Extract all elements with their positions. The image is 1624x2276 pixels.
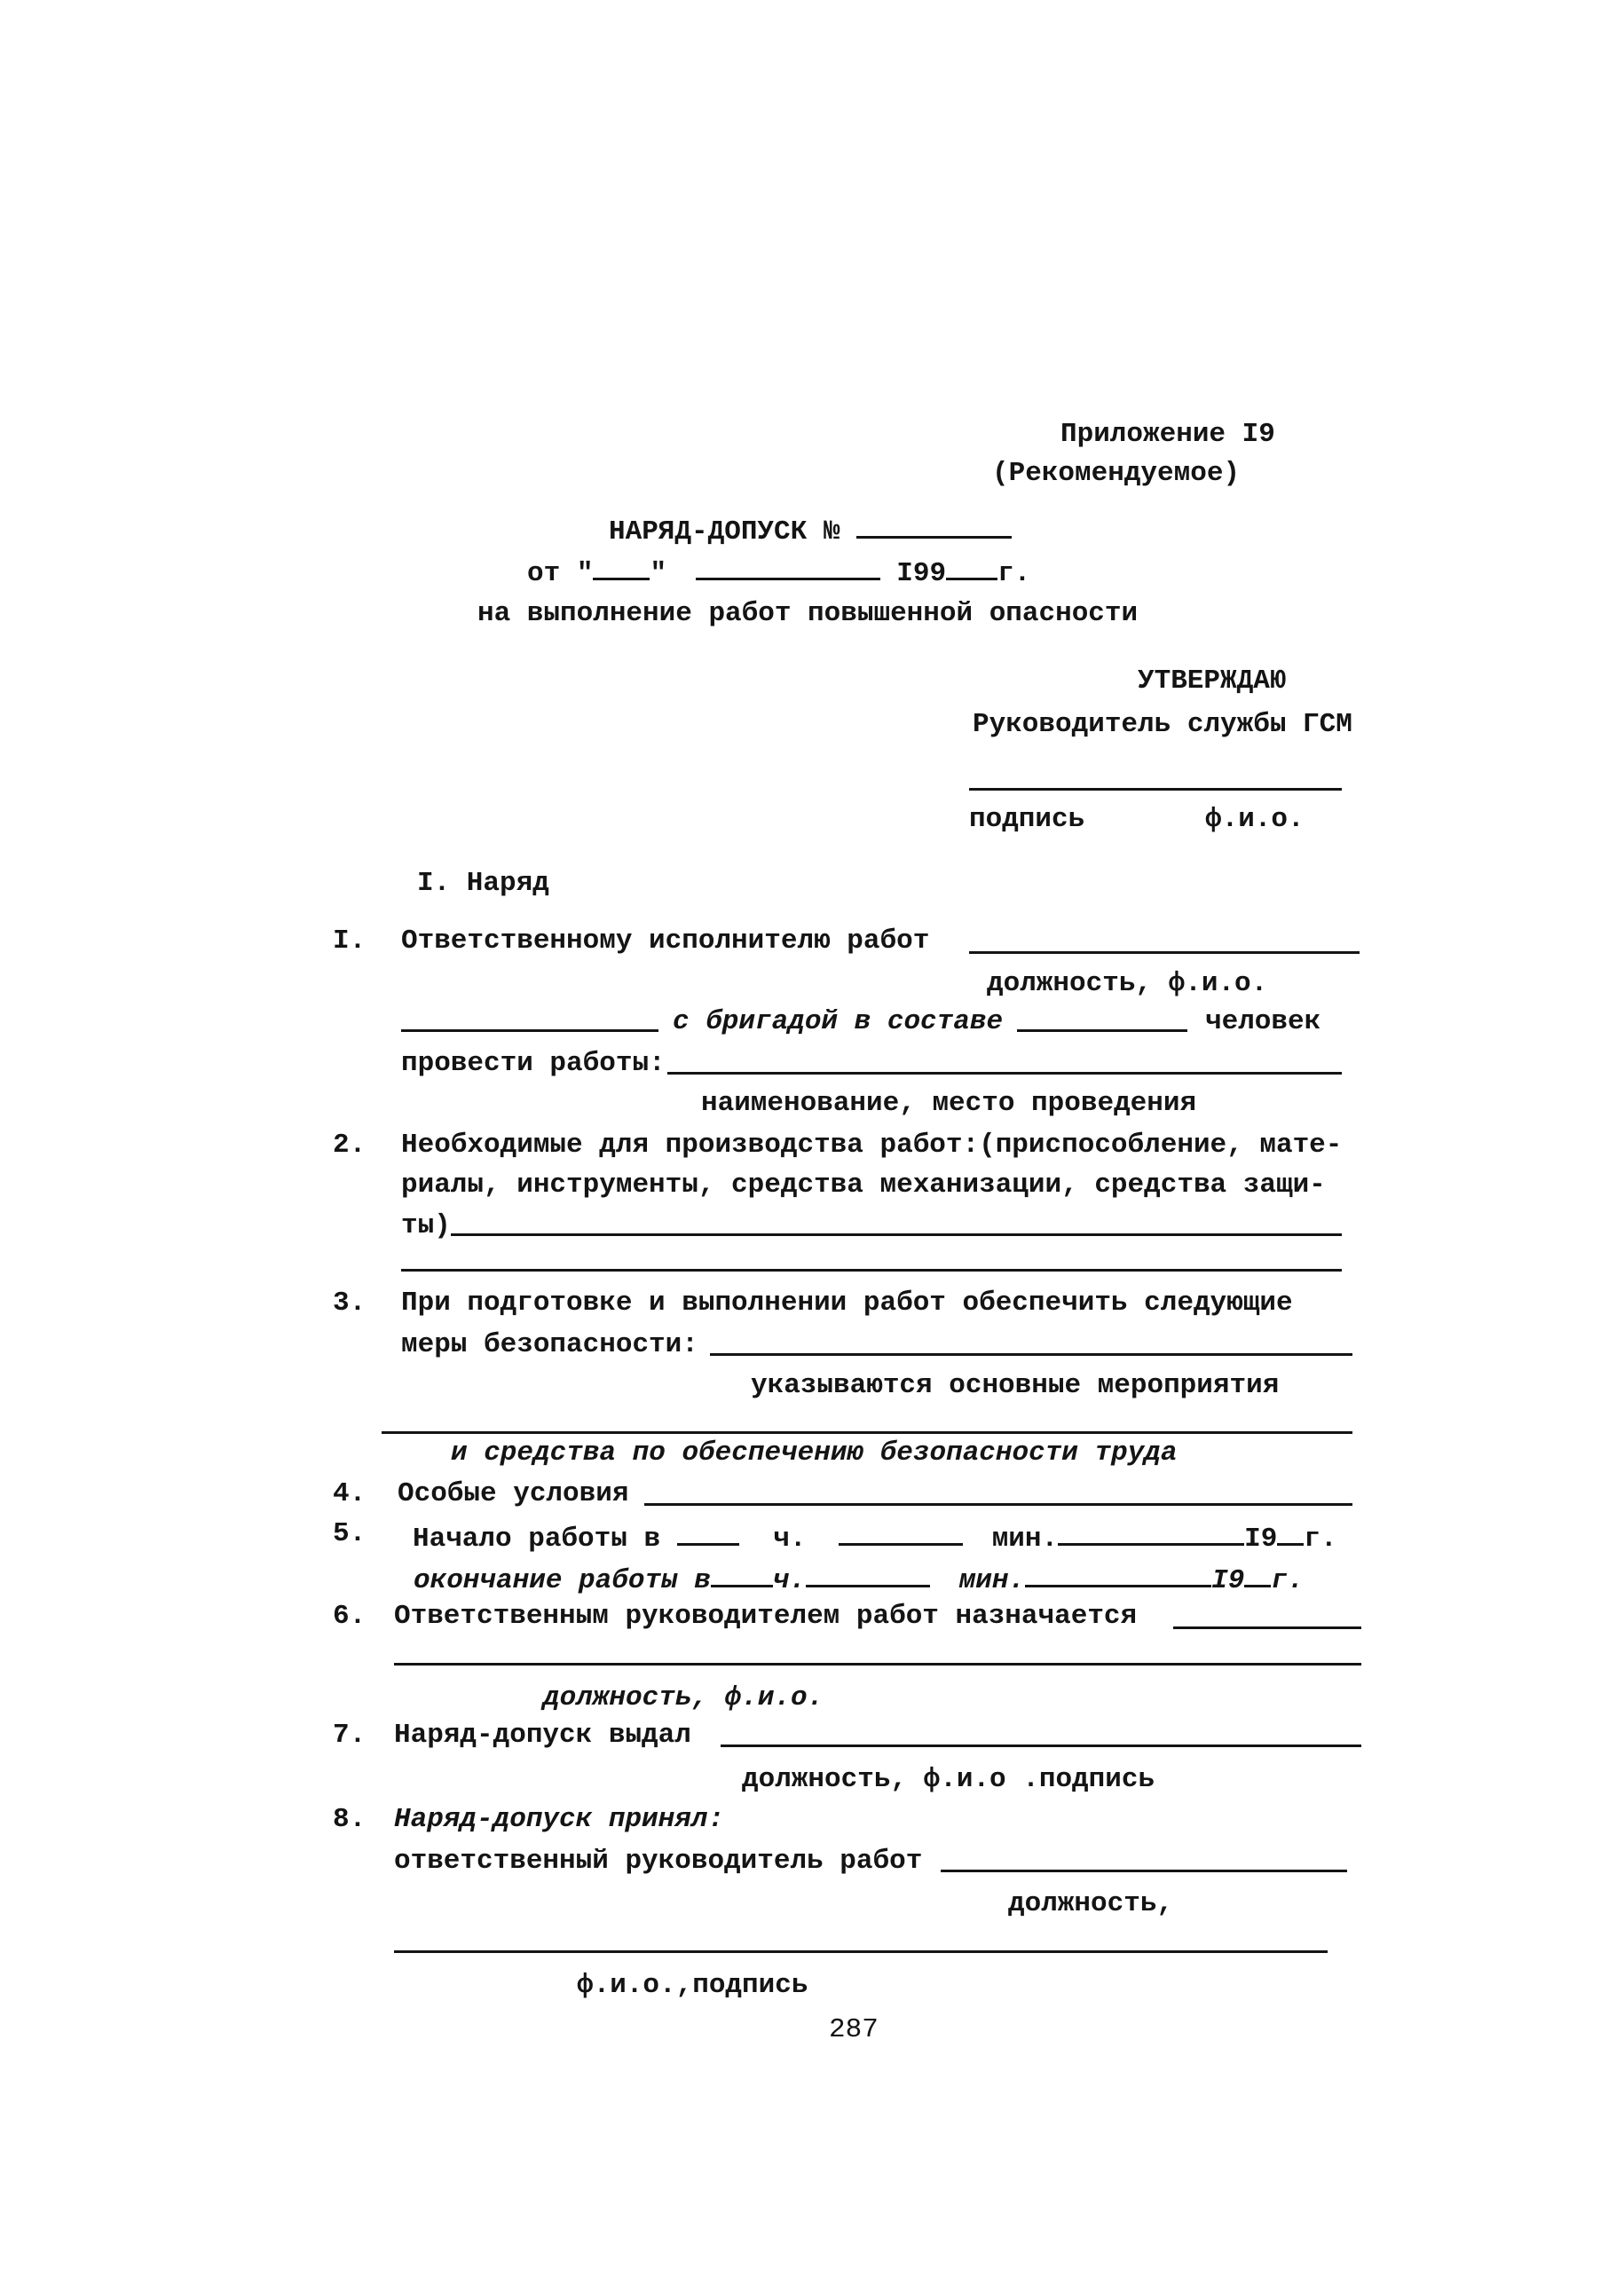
permit-subtitle: на выполнение работ повышенной опасности [477, 598, 1139, 629]
item-1-caption2: наименование, место проведения [701, 1088, 1197, 1119]
end-hours-blank [711, 1562, 773, 1587]
start-minutes-blank [839, 1520, 963, 1546]
end-date-blank [1025, 1562, 1211, 1587]
end-minutes-blank [806, 1562, 930, 1587]
item-7-line [721, 1744, 1361, 1747]
item-1-count-line [1017, 1029, 1187, 1032]
approval-label: УТВЕРЖДАЮ [1138, 665, 1287, 697]
item-3-line2: меры безопасности: [401, 1329, 698, 1360]
item-1-number: I. [333, 925, 367, 957]
item-8-number: 8. [333, 1804, 367, 1835]
item-5-number: 5. [333, 1518, 367, 1549]
approval-name-label: ф.и.о. [1205, 804, 1305, 835]
item-4-text: Особые условия [398, 1478, 629, 1509]
item-3-line1: При подготовке и выполнении работ обеспечить следующие [401, 1288, 1293, 1319]
permit-date: от " " I99 г. [527, 555, 1030, 587]
item-3-number: 3. [333, 1288, 367, 1319]
page-number: 287 [829, 2014, 879, 2045]
permit-number-blank [856, 513, 1012, 539]
item-3-line-a [710, 1353, 1352, 1356]
item-2-line2: риалы, инструменты, средства механизации, средства защи- [401, 1170, 1326, 1201]
item-8-line-b [394, 1950, 1328, 1953]
approval-sign-label: подпись [969, 804, 1085, 835]
item-4-line [644, 1503, 1352, 1506]
item-1-text: Ответственному исполнителю работ [401, 925, 930, 957]
item-6-caption: должность, ф.и.о. [543, 1682, 824, 1713]
item-1-name-line [401, 1029, 658, 1032]
item-6-number: 6. [333, 1601, 367, 1632]
day-blank [593, 555, 650, 580]
item-6-line-a [1173, 1626, 1361, 1629]
item-2-number: 2. [333, 1130, 367, 1161]
start-date-blank [1058, 1520, 1244, 1546]
item-3-line-b [382, 1431, 1352, 1434]
start-hours-blank [677, 1520, 739, 1546]
item-2-line-b [401, 1269, 1342, 1272]
appendix-label: Приложение I9 [1060, 419, 1275, 450]
item-2-line-a [451, 1233, 1342, 1236]
item-1-team: с бригадой в составе [673, 1006, 1004, 1037]
item-7-caption: должность, ф.и.о .подпись [742, 1764, 1155, 1795]
item-1-people: человек [1205, 1006, 1321, 1037]
end-year-blank [1244, 1562, 1271, 1587]
item-2-line1: Необходимые для производства работ:(приспособление, мате- [401, 1130, 1343, 1161]
item-1-work-line [667, 1072, 1342, 1075]
approval-signature-line [969, 788, 1342, 791]
item-7-number: 7. [333, 1720, 367, 1751]
item-2-line3: ты) [401, 1210, 451, 1241]
item-4-number: 4. [333, 1478, 367, 1509]
item-8-caption2: ф.и.о.,подпись [577, 1970, 808, 2001]
section-title: I. Наряд [417, 868, 549, 899]
item-6-line-b [394, 1663, 1361, 1666]
item-3-caption1: указываются основные мероприятия [751, 1370, 1280, 1401]
item-6-text: Ответственным руководителем работ назначается [394, 1601, 1138, 1632]
item-1-caption: должность, ф.и.о. [987, 968, 1268, 999]
item-1-executor-line [969, 951, 1360, 954]
item-3-caption2: и средства по обеспечению безопасности труда [451, 1437, 1178, 1469]
item-8-line-a [941, 1870, 1347, 1872]
permit-title: НАРЯД-ДОПУСК № [609, 513, 1012, 546]
approval-position: Руководитель службы ГСМ [973, 709, 1352, 740]
item-1-do: провести работы: [401, 1048, 666, 1079]
item-8-caption1: должность, [1008, 1888, 1174, 1919]
start-year-blank [1277, 1520, 1304, 1546]
item-5-end: окончание работы в ч. мин. I9 г. [414, 1562, 1305, 1595]
item-8-line2: ответственный руководитель работ [394, 1846, 923, 1877]
item-8-text: Наряд-допуск принял: [394, 1804, 725, 1835]
month-blank [696, 555, 880, 580]
item-7-text: Наряд-допуск выдал [394, 1720, 691, 1751]
item-5-start: Начало работы в ч. мин. I9 г. [413, 1520, 1337, 1553]
recommended-label: (Рекомендуемое) [992, 458, 1241, 489]
year-blank [946, 555, 997, 580]
